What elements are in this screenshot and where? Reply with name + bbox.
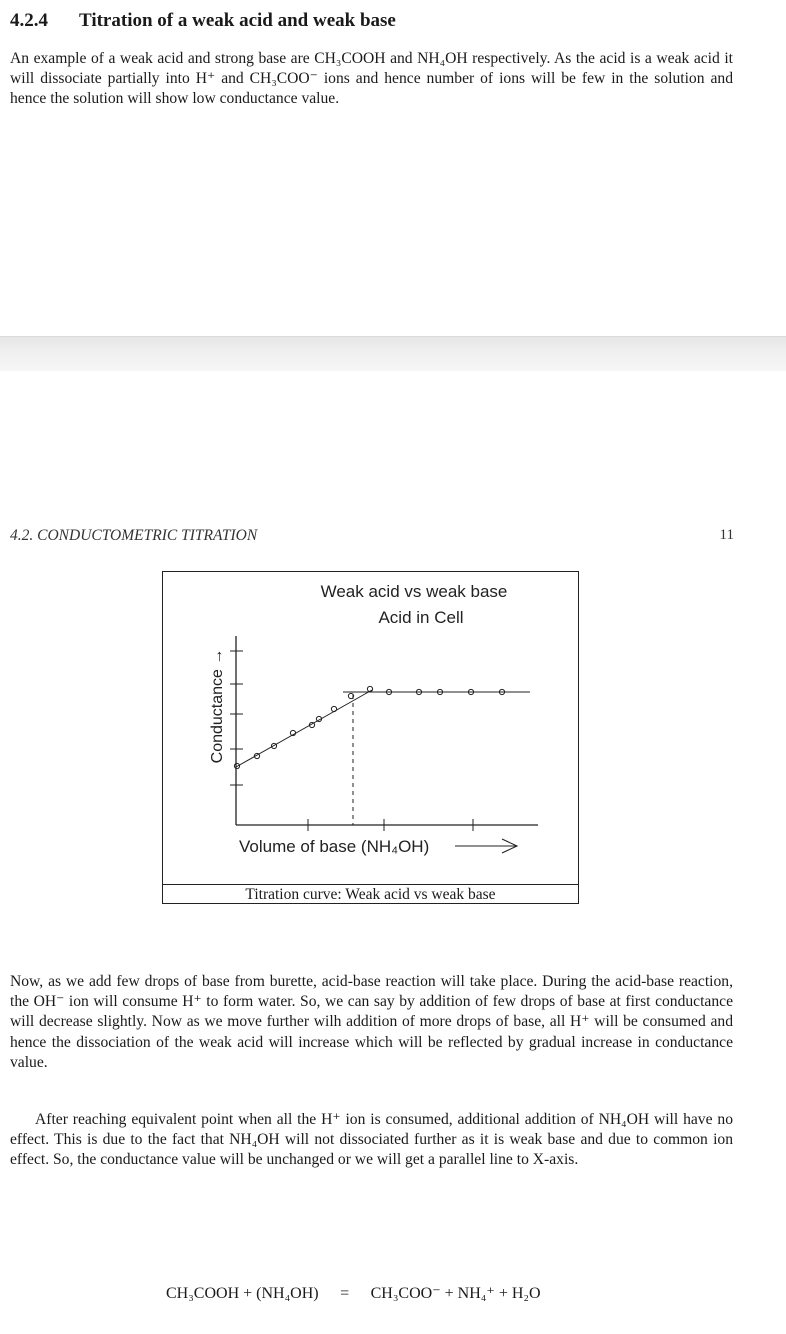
equation-lhs: CH₃COOH + (NH₄OH) — [166, 1285, 319, 1302]
x-axis-label: Volume of base (NH₄OH) — [239, 837, 430, 856]
intro-paragraph: An example of a weak acid and strong base are CH₃COOH and NH₄OH respectively. As the acid is a weak acid it will dissociate partially into H⁺ and CH₃COO⁻ ions and hence number of ions will be few in the solution and hence the solution will show low conductance value. — [10, 50, 733, 108]
equation-equals: = — [340, 1285, 350, 1302]
equation-rhs: CH₃COO⁻ + NH₄⁺ + H₂O — [370, 1285, 541, 1302]
reaction-equation — [166, 1283, 541, 1303]
titration-curve-figure — [163, 572, 578, 884]
page-number: 11 — [719, 527, 734, 543]
figure-title-line1: Weak acid vs weak base — [320, 582, 508, 601]
figure-title-line2: Acid in Cell — [378, 608, 464, 627]
figure-caption: Titration curve: Weak acid vs weak base — [163, 884, 578, 904]
section-heading — [10, 10, 396, 32]
rising-line — [236, 690, 372, 767]
data-point — [331, 706, 336, 711]
section-number: 4.2.4 — [10, 10, 48, 31]
data-points — [234, 686, 504, 768]
page-break — [0, 336, 786, 371]
running-head: 4.2. CONDUCTOMETRIC TITRATION — [10, 527, 258, 544]
section-title: Titration of a weak acid and weak base — [79, 10, 396, 31]
paragraph-3: After reaching equivalent point when all the H⁺ ion is consumed, additional addition of NH₄OH will have no effect. This is due to the fact that NH₄OH will not dissociated further as it is weak base and due to common ion effect. So, the conductance value will be unchanged or we will get a parallel line to X-axis. — [10, 1111, 733, 1169]
paragraph-2: Now, as we add few drops of base from burette, acid-base reaction will take place. During the acid-base reaction, the OH⁻ ion will consume H⁺ to form water. So, we can say by addition of few drops of base at first conductance will decrease slightly. Now as we move further wilh addition of more drops of base, all H⁺ will be consumed and hence the dissociation of the weak acid will increase which will be reflected by gradual increase in conductance value. — [10, 973, 733, 1071]
y-axis-label: Conductance → — [209, 648, 226, 764]
x-axis-arrow-icon — [455, 839, 517, 853]
